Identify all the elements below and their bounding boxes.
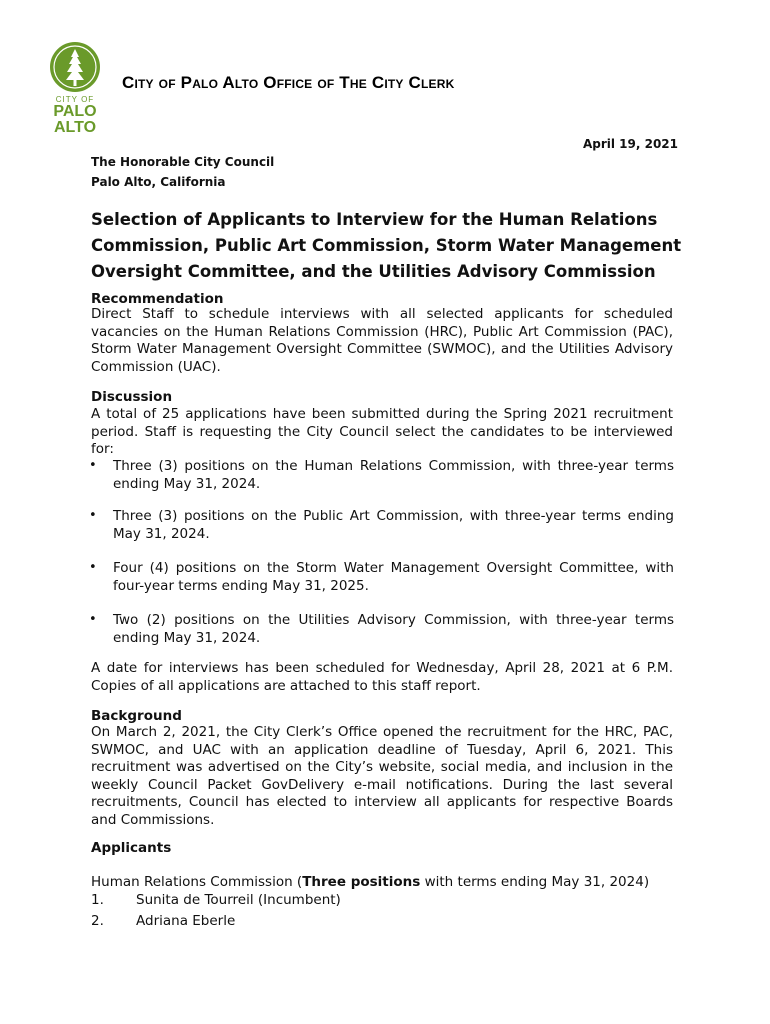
discussion-bullet: Three (3) positions on the Public Art Commission, with three-year terms ending May 31, 2024. [113,508,674,542]
discussion-bullet: Two (2) positions on the Utilities Advisory Commission, with three-year terms ending May 31, 2024. [113,612,674,646]
logo-caption: CITY OF [55,95,95,104]
background-text: On March 2, 2021, the City Clerk’s Office opened the recruitment for the HRC, PAC, SWMOC, and UAC with an application deadline of Tuesday, April 6, 2021. This recruitment was advertised on the City’s website, social media, and inclusion in the weekly Council Packet GovDelivery e-mail notifications. During the last several recruitments, Council has elected to interview all applicants for respective Boards and Commissions. [91,724,673,828]
report-title: Selection of Applicants to Interview for the Human Relations Commission, Public Art Commission, Storm Water Management Oversight Committee, and the Utilities Advisory Commission [91,210,682,281]
tree-logo-icon [48,40,102,94]
discussion-intro: A total of 25 applications have been submitted during the Spring 2021 recruitment period. Staff is requesting the City Council select the candidates to be interviewed for: [91,406,673,457]
report-date: April 19, 2021 [582,137,678,151]
bullet-icon: • [89,508,97,523]
hrc-applicants-header [91,874,649,890]
applicant-number: 2. [91,913,104,929]
applicant-name: Adriana Eberle [136,913,236,929]
background-heading: Background [91,708,182,724]
discussion-bullet: Three (3) positions on the Human Relations Commission, with three-year terms ending May 31, 2024. [113,458,674,492]
hrc-prefix: Human Relations Commission ( [91,874,303,890]
hrc-positions-count: Three positions [302,874,421,890]
recommendation-heading: Recommendation [91,291,224,307]
applicant-name: Sunita de Tourreil (Incumbent) [136,892,341,908]
addressee-line-2: Palo Alto, California [91,175,226,189]
recommendation-text: Direct Staff to schedule interviews with all selected applicants for scheduled vacancies on the Human Relations Commission (HRC), Public Art Commission (PAC), Storm Water Management Oversight Committee (SWMOC), and the Utilities Advisory Commission (UAC). [91,306,673,375]
office-title: City of Palo Alto Office of The City Clerk [122,73,455,92]
logo-word-1: PALO [53,103,97,120]
logo-word-2: ALTO [53,119,97,136]
discussion-bullet: Four (4) positions on the Storm Water Management Oversight Committee, with four-year terms ending May 31, 2025. [113,560,674,594]
bullet-icon: • [89,612,97,627]
hrc-suffix: with terms ending May 31, 2024) [420,874,650,890]
addressee-line-1: The Honorable City Council [91,155,275,169]
applicants-heading: Applicants [91,840,172,856]
applicant-number: 1. [91,892,104,908]
discussion-closing: A date for interviews has been scheduled for Wednesday, April 28, 2021 at 6 P.M. Copies of all applications are attached to this staff report. [91,660,673,694]
city-logo [48,40,102,136]
discussion-heading: Discussion [91,389,173,405]
bullet-icon: • [89,560,97,575]
bullet-icon: • [89,458,97,473]
